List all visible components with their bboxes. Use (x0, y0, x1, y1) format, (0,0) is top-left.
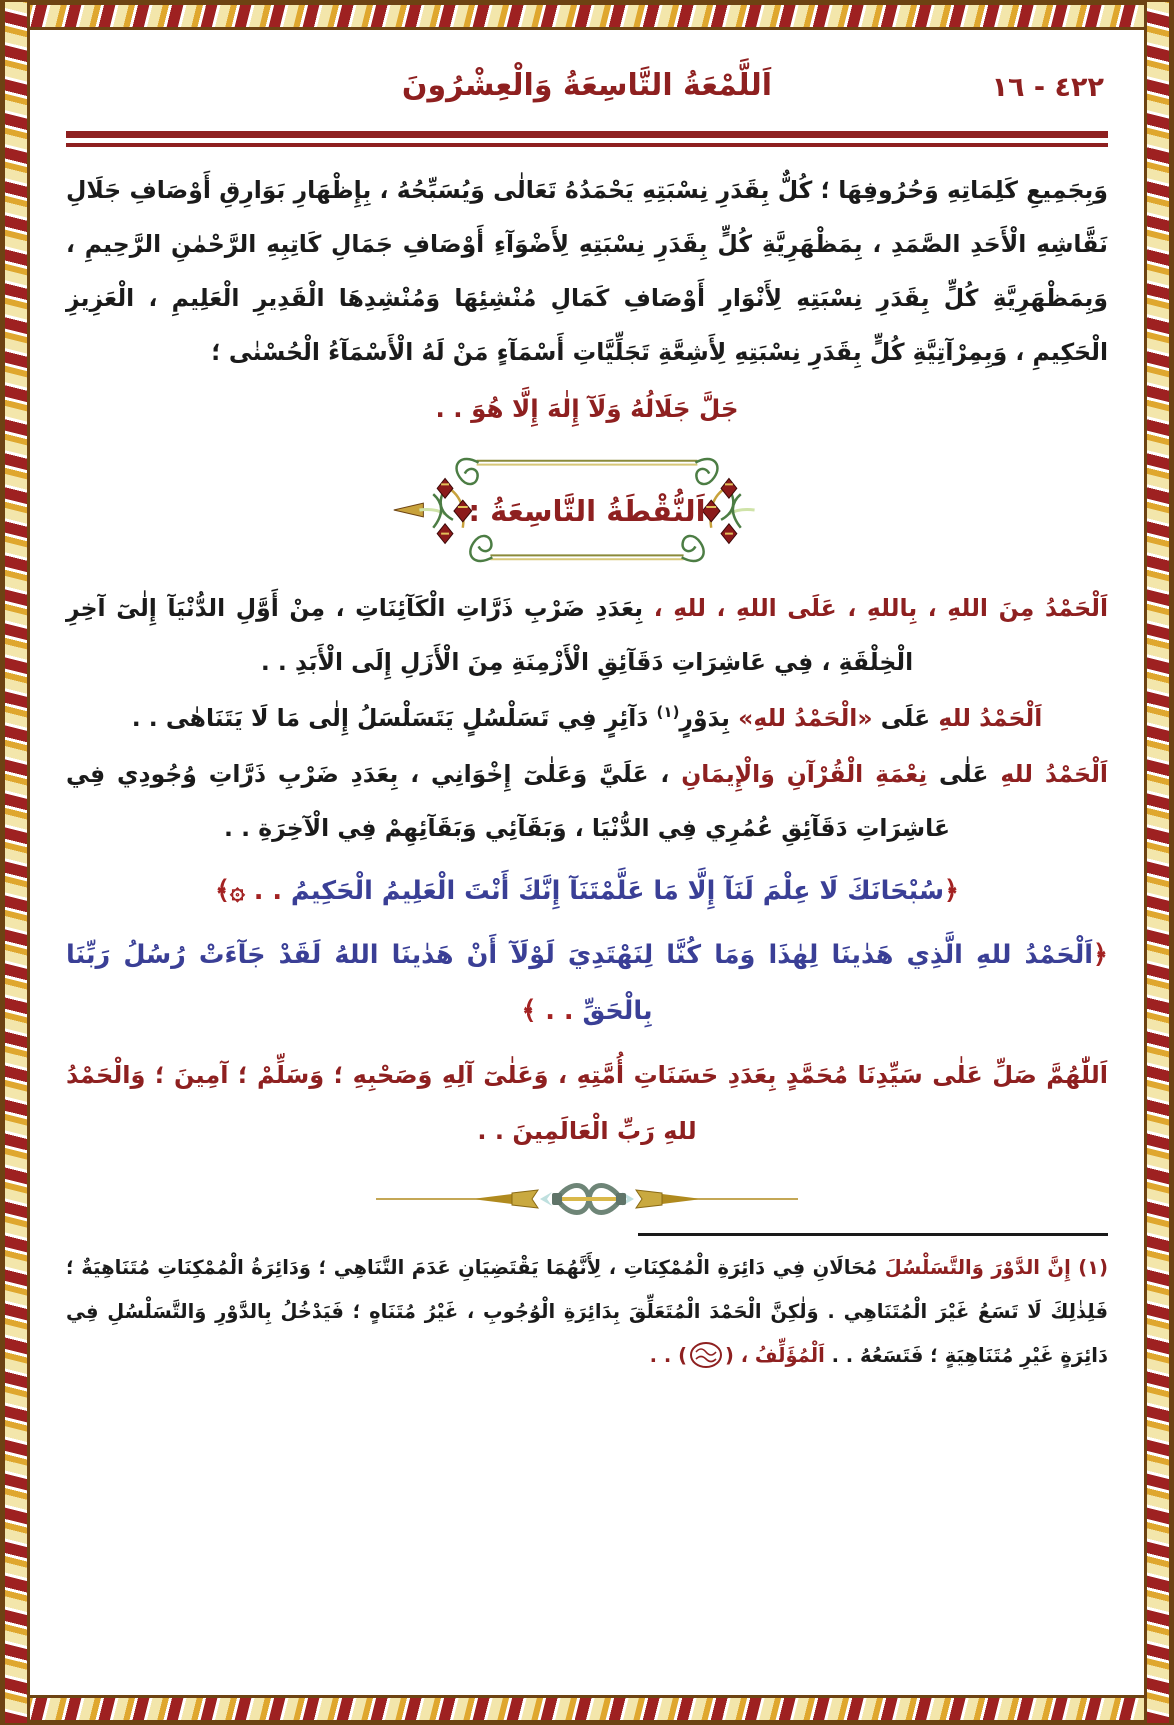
verse2-open-bracket: ﴿ (1093, 940, 1108, 970)
quran-verse-subhanaka (66, 863, 1108, 919)
salawat-prayer: اَللّٰهُمَّ صَلِّ عَلٰى سَيِّدِنَا مُحَمَّدٍ بِعَدَدِ حَسَنَاتِ أُمَّتِهِ ، وَعَلٰىٓ آلِهِ وَصَحْبِهِ ؛ وَسَلِّمْ ؛ آمِينَ ؛ وَالْحَمْدُ للهِ رَبِّ الْعَالَمِينَ . . (66, 1061, 1108, 1145)
hamd-black-continuation: بِعَدَدِ ضَرْبِ ذَرَّاتِ الْكَآئِنَاتِ ، مِنْ أَوَّلِ الدُّنْيَآ إِلٰىٓ آخِرِ الْخِلْقَةِ ، فِي عَاشِرَاتِ دَقَآئِقِ الْأَزْمِنَةِ مِنَ الْأَزَلِ إِلَى الْأَبَدِ . . (66, 594, 914, 676)
footnote-separator (638, 1233, 1108, 1236)
footnote-text (66, 1246, 1108, 1378)
page-title: اَللَّمْعَةُ التَّاسِعَةُ وَالْعِشْرُونَ (401, 68, 773, 103)
author-seal-icon (689, 1341, 723, 1369)
page-content (32, 32, 1142, 1693)
ala-word: عَلَى (880, 704, 931, 732)
verse2-dots: . . (536, 996, 583, 1026)
body-text (66, 163, 1108, 1378)
seal-paren-open: ( (725, 1344, 734, 1367)
paragraph-hamd-quran-iman (66, 747, 1108, 855)
page-header (66, 66, 1108, 122)
quoted-hamd-red: «الْحَمْدُ للهِ» (738, 704, 873, 732)
bidawr-word: بِدَوْرٍ (679, 704, 730, 732)
verse2-close-bracket: ﴾ (521, 996, 537, 1026)
ala-word-2: عَلٰى (939, 760, 989, 788)
ornamental-border-left (2, 2, 30, 1723)
paragraph-hamd-recursive (66, 691, 1108, 745)
tasalsul-continuation: دَآئِرٍ فِي تَسَلْسُلٍ يَتَسَلْسَلُ إِلٰى مَا لَا يَتَنَاهٰى . . (131, 704, 649, 732)
paragraph-opening-text: وَبِجَمِيعِ كَلِمَاتِهِ وَحُرُوفِهَا ؛ كُلٌّ بِقَدَرِ نِسْبَتِهِ يَحْمَدُهُ تَعَالٰى وَيُسَبِّحُهُ ، بِإِظْهَارِ بَوَارِقِ أَوْصَافِ جَلَالِ نَقَّاشِهِ الْأَحَدِ الصَّمَدِ ، بِمَظْهَرِيَّةِ كُلٍّ بِقَدَرِ نِسْبَتِهِ لِأَضْوَآءِ أَوْصَافِ جَمَالِ كَاتِبِهِ الرَّحْمٰنِ الرَّحِيمِ ، وَبِمَظْهَرِيَّةِ كُلٍّ بِقَدَرِ نِسْبَتِهِ لِأَنْوَارِ أَوْصَافِ كَمَالِ مُنْشِئِهَا وَمُنْشِدِهَا الْقَدِيرِ الْعَلِيمِ ، الْعَزِيزِ الْحَكِيمِ ، وَبِمِرْآتِيَّةِ كُلٍّ بِقَدَرِ نِسْبَتِهِ لِأَشِعَّةِ تَجَلِّيَّاتِ أَسْمَآءٍ مَنْ لَهُ الْأَسْمَآءُ الْحُسْنٰى ؛ (66, 176, 1108, 366)
paragraph-hamd-cosmos (66, 581, 1108, 689)
ornamental-border-top (2, 2, 1172, 30)
hamd-lillah-red-2: اَلْحَمْدُ للهِ (1000, 760, 1108, 788)
verse-text: سُبْحَانَكَ لَا عِلْمَ لَنَآ إِلَّا مَا عَلَّمْتَنَآ إِنَّكَ أَنْتَ الْعَلِيمُ الْحَكِيمُ (290, 876, 945, 906)
verse-dots: . . (244, 876, 291, 906)
footnote-body: مُحَالَانِ فِي دَائِرَةِ الْمُمْكِنَاتِ ، لِأَنَّهُمَا يَقْتَضِيَانِ عَدَمَ التَّنَاهِي ؛ وَدَائِرَةُ الْمُمْكِنَاتِ مُتَنَاهِيَةٌ ؛ فَلِذٰلِكَ لَا تَسَعُ غَيْرَ الْمُتَنَاهِي . وَلٰكِنَّ الْحَمْدَ الْمُتَعَلِّقَ بِدَائِرَةِ الْوُجُوبِ ، غَيْرُ مُتَنَاهٍ ؛ فَيَدْخُلُ بِالدَّوْرِ وَالتَّسَلْسُلِ فِي دَائِرَةٍ غَيْرِ مُتَنَاهِيَةٍ ؛ فَتَسَعُهُ . . (66, 1256, 1108, 1367)
ornamental-border-right (1144, 2, 1172, 1723)
footnote-section (66, 1233, 1108, 1378)
header-double-rule (66, 131, 1108, 147)
footnote-lead: (١) إِنَّ الدَّوْرَ وَالتَّسَلْسُلَ (884, 1256, 1108, 1279)
seal-paren-close: ) (678, 1344, 687, 1367)
glorification-line: جَلَّ جَلَالُهُ وَلَآ إِلٰهَ إِلَّا هُوَ . . (435, 394, 739, 423)
hamd-red-phrase: اَلْحَمْدُ مِنَ اللهِ ، بِاللهِ ، عَلَى اللهِ ، للهِ ، (653, 594, 1109, 622)
nimat-quran-red: نِعْمَةِ الْقُرْآنِ وَالْإِيمَانِ (681, 760, 928, 788)
verse-rosette-close: ۞﴾ (215, 876, 245, 906)
footnote-end-dots: . . (649, 1344, 672, 1367)
verse-open-bracket: ﴿ (944, 876, 959, 906)
footnote-reference: (١) (656, 703, 680, 722)
page-number: ٤٢٢ - ١٦ (991, 72, 1104, 103)
section-heading: اَلنُّقْطَةُ التَّاسِعَةُ : (468, 494, 706, 528)
brothers-continuation: ، عَلَيَّ وَعَلٰىٓ إِخْوَانِي ، بِعَدَدِ ضَرْبِ ذَرَّاتِ وُجُودِي فِي عَاشِرَاتِ دَقَآئِقِ عُمُرِي فِي الدُّنْيَا ، وَبَقَآئِي وَبَقَآئِهِمْ فِي الْآخِرَةِ . . (66, 760, 950, 842)
divider-ornament (372, 1177, 802, 1221)
ornamental-border-bottom (2, 1695, 1172, 1723)
hamd-lillah-red: اَلْحَمْدُ للهِ (938, 704, 1043, 732)
verse2-text: اَلْحَمْدُ للهِ الَّذِي هَدٰينَا لِهٰذَا وَمَا كُنَّا لِنَهْتَدِيَ لَوْلَآ أَنْ هَدٰينَا اللهُ لَقَدْ جَآءَتْ رُسُلُ رَبِّنَا بِالْحَقِّ (66, 940, 1094, 1026)
footnote-author: اَلْمُؤَلِّفُ ، (740, 1344, 825, 1367)
paragraph-opening (66, 163, 1108, 379)
section-heading-ornament (387, 441, 787, 579)
quran-verse-alhamdulillah (66, 927, 1108, 1039)
